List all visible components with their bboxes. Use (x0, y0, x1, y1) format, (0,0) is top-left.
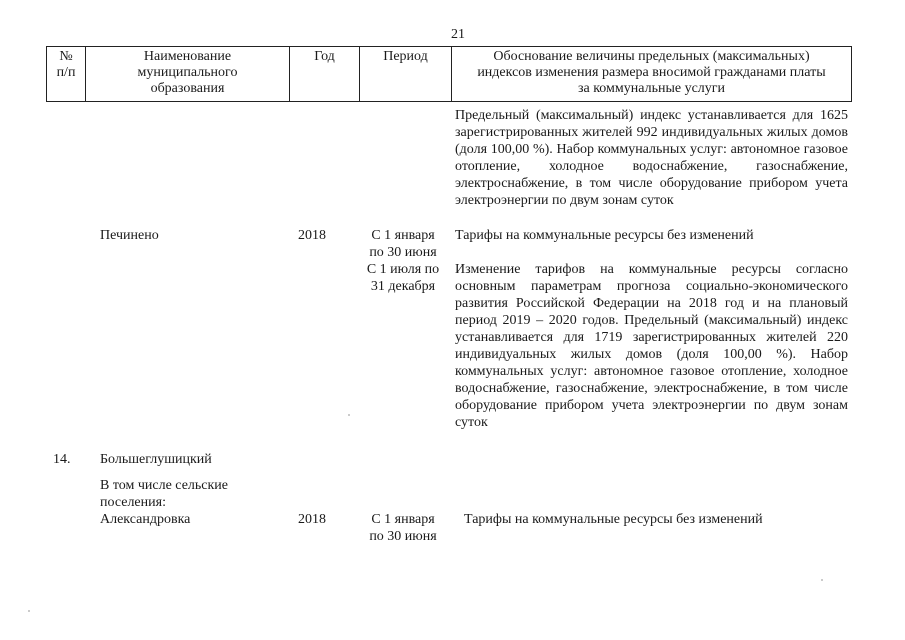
header-number: № п/п (56, 49, 76, 80)
scan-speck (28, 610, 30, 612)
scan-speck (348, 414, 350, 416)
header-justification: Обоснование величины предельных (максимальных) индексов изменения размера вносимой гражданами платы за коммунальные услуги (477, 49, 826, 96)
justification-text: Тарифы на коммунальные ресурсы без изменений (464, 512, 763, 527)
period-value: С 1 июля по 31 декабря (366, 262, 440, 294)
table-header (46, 46, 852, 102)
municipality-name: Печинено (100, 228, 159, 243)
header-period: Период (383, 49, 428, 64)
row-number: 14. (53, 452, 71, 467)
year-value: 2018 (298, 512, 326, 527)
justification-text: Изменение тарифов на коммунальные ресурсы согласно основным параметрам прогноза социально-экономического развития Российской Федерации на 2018 год и на плановый период 2019 – 2020 годов. Предельный (максимальный) индекс устанавливается для 1719 зарегистрированных жителей 220 индивидуальных жилых домов (доля 100,00 %). Набор коммунальных услуг: автономное газовое отопление, холодное водоснабжение, газоснабжение, электроснабжение, в том числе оборудование прибором учета электроэнергии по двум зонам суток (455, 262, 848, 430)
header-year: Год (314, 49, 335, 64)
justification-text: Предельный (максимальный) индекс устанавливается для 1625 зарегистрированных жителей 992 индивидуальных жилых домов (доля 100,00 %). Набор коммунальных услуг: автономное газовое отопление, холодное водоснабжение, газоснабжение, электроснабжение, в том числе оборудование прибором учета электроэнергии по двум зонам суток (455, 108, 848, 208)
subheading: В том числе сельские поселения: (100, 478, 229, 510)
period-value: С 1 января по 30 июня (369, 228, 437, 260)
page-number: 21 (451, 27, 465, 42)
municipality-name: Большеглушицкий (100, 452, 212, 467)
period-value: С 1 января по 30 июня (369, 512, 437, 544)
municipality-name: Александровка (100, 512, 191, 527)
scan-speck (821, 579, 823, 581)
header-municipality: Наименование муниципального образования (137, 49, 238, 96)
year-value: 2018 (298, 228, 326, 243)
justification-text: Тарифы на коммунальные ресурсы без изменений (455, 228, 754, 243)
